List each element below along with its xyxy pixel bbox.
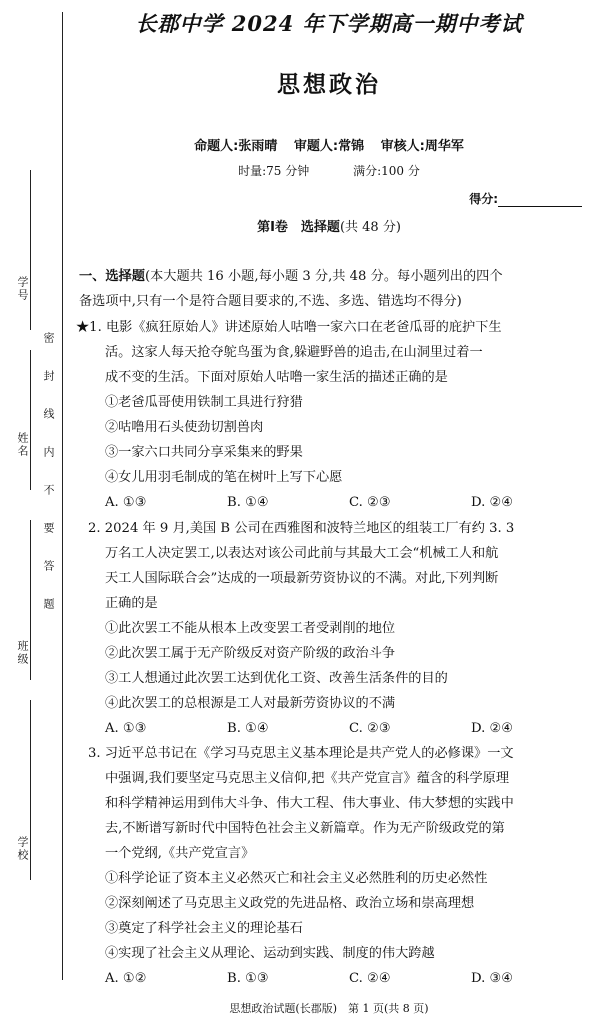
score-label: 得分:: [469, 192, 498, 206]
q3-line-4: 去,不断谱写新时代中国特色社会主义新篇章。作为无产阶级政党的第: [105, 821, 505, 836]
q3-options: [105, 970, 593, 988]
label-student-id: 学号: [16, 276, 29, 302]
reviewer: 审题人:常锦: [293, 139, 365, 154]
q3-line-2: 中强调,我们要坚定马克思主义信仰,把《共产党宣言》蕴含的科学原理: [105, 771, 510, 786]
q2-option-c[interactable]: C. ②③: [349, 721, 391, 736]
q1-option-c[interactable]: C. ②③: [349, 495, 391, 510]
score-box: [469, 190, 582, 207]
q2-line-4: 正确的是: [105, 596, 158, 611]
q1-item-4: ④女儿用羽毛制成的笔在树叶上写下心愿: [105, 470, 343, 485]
class-field[interactable]: [30, 520, 31, 680]
page-footer: 思想政治试题(长郡版) 第 1 页(共 8 页): [229, 1002, 429, 1015]
label-class: 班级: [16, 640, 29, 666]
q3-item-2: ②深刻阐述了马克思主义政党的先进品格、政治立场和崇高理想: [105, 896, 475, 911]
q3-option-a[interactable]: A. ①②: [105, 971, 147, 986]
seal-warning: 密封线内不要答题: [42, 332, 55, 636]
q1-line-2: 活。这家人每天抢夺鸵鸟蛋为食,躲避野兽的追击,在山洞里过着一: [105, 345, 483, 360]
q1-option-a[interactable]: A. ①③: [105, 495, 147, 510]
full-score: 满分:100 分: [353, 164, 420, 178]
instructions-line-1: [79, 268, 503, 286]
q1-option-d[interactable]: D. ②④: [471, 495, 514, 510]
q1-line-3: 成不变的生活。下面对原始人咕噜一家生活的描述正确的是: [105, 370, 448, 385]
time-limit: 时量:75 分钟: [238, 164, 310, 178]
binding-line: [62, 12, 63, 980]
q2-options: [105, 720, 593, 738]
q2-line-2: 万名工人决定罢工,以表达对该公司此前与其最大工会“机械工人和航: [105, 546, 499, 561]
instructions-title: 一、选择题: [79, 269, 145, 284]
q3-line-1: 3. 习近平总书记在《学习马克思主义基本理论是共产党人的必修课》一文: [88, 746, 514, 761]
q2-option-b[interactable]: B. ①④: [227, 721, 269, 736]
q3-item-1: ①科学论证了资本主义必然灭亡和社会主义必然胜利的历史必然性: [105, 871, 488, 886]
checker: 审核人:周华军: [380, 139, 464, 154]
q1-line-1: ★1. 电影《疯狂原始人》讲述原始人咕噜一家六口在老爸瓜哥的庇护下生: [76, 320, 502, 335]
school-field[interactable]: [30, 700, 31, 880]
q2-option-a[interactable]: A. ①③: [105, 721, 147, 736]
q1-item-1: ①老爸瓜哥使用铁制工具进行狩猎: [105, 395, 303, 410]
instructions-line-2: 备选项中,只有一个是符合题目要求的,不选、多选、错选均不得分): [79, 294, 462, 309]
q2-item-3: ③工人想通过此次罢工达到优化工资、改善生活条件的目的: [105, 671, 448, 686]
q2-item-2: ②此次罢工属于无产阶级反对资产阶级的政治斗争: [105, 646, 396, 661]
q1-options: [105, 494, 593, 512]
section-title-bold: 第Ⅰ卷 选择题: [257, 220, 340, 235]
q2-line-3: 天工人国际联合会”达成的一项最新劳资协议的不满。对此,下列判断: [105, 571, 499, 586]
q2-option-d[interactable]: D. ②④: [471, 721, 514, 736]
label-name: 姓名: [16, 432, 29, 458]
section-title: [62, 216, 596, 235]
section-title-rest: (共 48 分): [339, 220, 401, 235]
q2-line-1: 2. 2024 年 9 月,美国 B 公司在西雅图和波特兰地区的组装工厂有约 3. 3: [88, 521, 515, 536]
q3-item-4: ④实现了社会主义从理论、运动到实践、制度的伟大跨越: [105, 946, 435, 961]
setter: 命题人:张雨晴: [194, 139, 278, 154]
score-blank[interactable]: [498, 192, 582, 207]
exam-title: 长郡中学 2024 年下学期高一期中考试: [135, 11, 523, 36]
q3-option-b[interactable]: B. ①③: [227, 971, 269, 986]
label-school: 学校: [16, 836, 29, 862]
q3-option-d[interactable]: D. ③④: [471, 971, 514, 986]
student-id-field[interactable]: [30, 170, 31, 330]
time-line: [62, 162, 596, 179]
q3-line-3: 和科学精神运用到伟大斗争、伟大工程、伟大事业、伟大梦想的实践中: [105, 796, 514, 811]
name-field[interactable]: [30, 350, 31, 490]
q1-item-2: ②咕噜用石头使劲切割兽肉: [105, 420, 264, 435]
instructions-text-1: (本大题共 16 小题,每小题 3 分,共 48 分。每小题列出的四个: [144, 269, 503, 284]
q2-item-4: ④此次罢工的总根源是工人对最新劳资协议的不满: [105, 696, 396, 711]
q3-item-3: ③奠定了科学社会主义的理论基石: [105, 921, 303, 936]
q2-item-1: ①此次罢工不能从根本上改变罢工者受剥削的地位: [105, 621, 396, 636]
subject-title: 思想政治: [277, 72, 381, 98]
q1-item-3: ③一家六口共同分享采集来的野果: [105, 445, 303, 460]
q3-option-c[interactable]: C. ②④: [349, 971, 391, 986]
q3-line-5: 一个党纲,《共产党宣言》: [105, 846, 255, 861]
staff-line: [62, 135, 596, 154]
q1-option-b[interactable]: B. ①④: [227, 495, 269, 510]
